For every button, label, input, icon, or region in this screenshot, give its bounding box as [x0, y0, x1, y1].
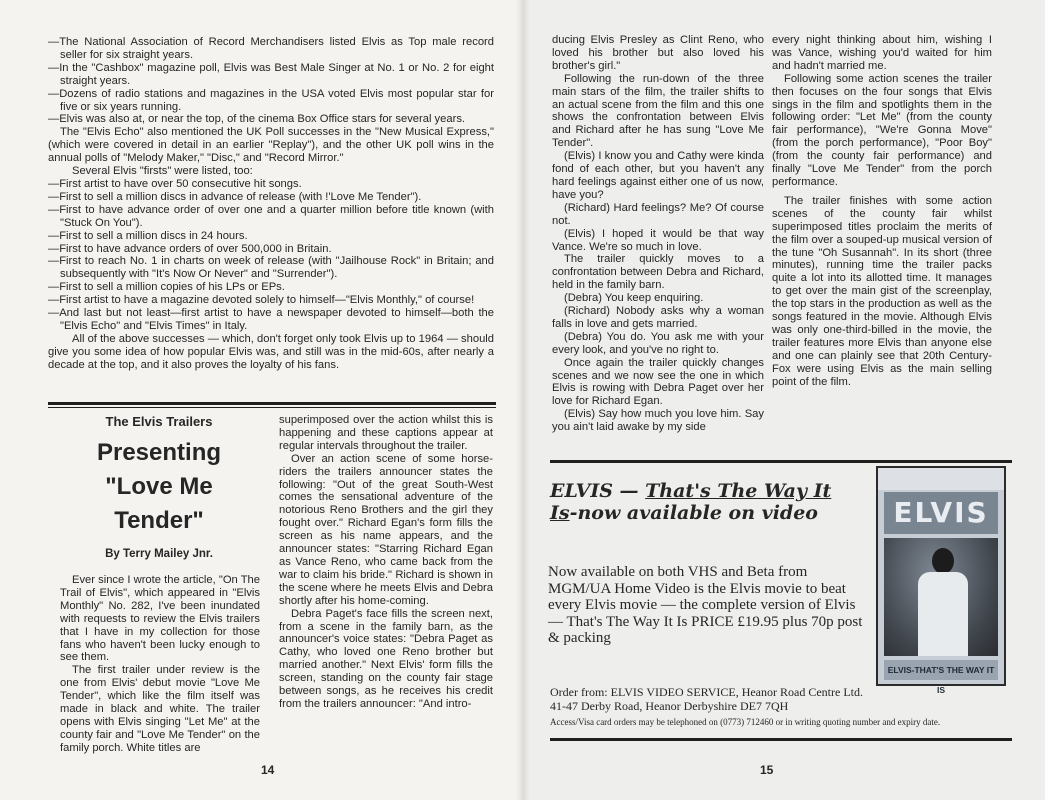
order-line: Order from: ELVIS VIDEO SERVICE, Heanor Road Centre Ltd.: [550, 685, 863, 699]
continuation-column-2: [772, 34, 992, 388]
right-page: [522, 0, 1045, 800]
first-item: —First to sell a million discs in advance of release (with !'Love Me Tender").: [48, 190, 422, 203]
article-paragraph: The trailer finishes with some action scenes of the county fair whilst superimposed titles proclaim the merits of the film over a souped-up musical version of the tune "Oh Susannah". In its short (three minutes), running time the trailer packs quite a lot into its allotted time. It manages to get over the main gist of the screenplay, the top stars in the production as well as the songs featured in the movie. Although Elvis was only one-third-billed in the movie, the trailer features more Elvis than anyone else and one can plainly see that 20th Century-Fox were using Elvis as the main selling point of the film.: [772, 194, 992, 388]
first-item: —First to sell a million copies of his LPs or EPs.: [48, 281, 285, 294]
first-item: —First to have advance orders of over 500,000 in Britain.: [48, 242, 332, 255]
ad-top-rule: [550, 460, 1012, 463]
ad-headline-part: ELVIS —: [550, 480, 646, 502]
firsts-intro: Several Elvis "firsts" were listed, too:: [72, 165, 253, 178]
section-divider-thin: [48, 407, 496, 408]
article-paragraph: ducing Elvis Presley as Clint Reno, who loved his brother but also loved his brother's girl.": [552, 34, 764, 72]
article-paragraph: Following some action scenes the trailer then focuses on the four songs that Elvis sings in the film and spotlights them in the following order: "Let Me" (from the county fair performance), "We're Gonna Move" (from the porch performance), "Poor Boy" (from the county fair performance) and finally "Love Me Tender" from the porch performance.: [772, 72, 992, 188]
closing-paragraph: All of the above successes — which, don't forget only took Elvis up to 1964 — should give you some idea of how popular Elvis was, and still was in the mid-60s, after nearly a decade at the top, and it also proves the loyalty of his fans.: [48, 332, 494, 371]
cover-title-strip: ELVIS-THAT'S THE WAY IT IS: [884, 660, 998, 680]
poll-item: —In the "Cashbox" magazine poll, Elvis was Best Male Singer at No. 1 or No. 2 for eight straight years.: [48, 61, 494, 87]
video-advertisement: [538, 460, 1008, 744]
cover-top-band: [878, 468, 1004, 490]
poll-item: —The National Association of Record Merchandisers listed Elvis as Top male record seller for six straight years.: [48, 36, 494, 61]
first-item: —And last but not least—first artist to have a newspaper devoted to himself—both the "Elvis Echo" and "Elvis Times" in Italy.: [48, 307, 494, 332]
dialogue-line: (Elvis) I know you and Cathy were kinda fond of each other, but you haven't any hard feelings against either one of us now, have you?: [552, 150, 764, 201]
performer-body: [918, 572, 968, 656]
dialogue-line: (Elvis) I hoped it would be that way Vance. We're so much in love.: [552, 227, 764, 253]
article-paragraph: every night thinking about him, wishing I was Vance, wishing you'd waited for him and hadn't married me.: [772, 34, 992, 72]
ad-body: Now available on both VHS and Beta from MGM/UA Home Video is the Elvis movie to beat every Elvis movie — the complete version of Elvis — That's The Way It Is PRICE £19.95 plus 70p post & packing: [548, 564, 863, 646]
first-item: —First to reach No. 1 in charts on week of release (with "Jailhouse Rock" in Britain; and subsequently with "It's Now Or Never" and "Surrender").: [48, 255, 494, 281]
ad-headline-part: -now available on video: [569, 502, 818, 524]
book-gutter: [516, 0, 530, 800]
dialogue-line: (Debra) You keep enquiring.: [564, 292, 704, 305]
article-paragraph: Ever since I wrote the article, "On The Trail of Elvis", which appeared in "Elvis Monthly" No. 282, I've been inundated with requests to review the Elvis trailers that I have in my collection for those fans who haven't been lucky enough to see them.: [60, 574, 260, 664]
cover-photo: [884, 538, 998, 656]
article-paragraph: Once again the trailer quickly changes scenes and we now see the one in which Elvis is rowing with Debra Paget over her love for Richard Egan.: [552, 356, 764, 408]
section-divider-thick: [48, 402, 496, 405]
article-paragraph: Over an action scene of some horse-riders the trailers announcer states the following: "Out of the great South-West comes the sensational adventure of the notorious Reno Brothers and the girl they fought over." Richard Egan's form fills the screen as his name appears, and the announcer states: "Starring Richard Egan as Vance Reno, who came back from the war to claim his bride." Richard is shown in the scene where he meets Elvis and Debra shortly after his home-coming.: [279, 452, 493, 607]
first-item: —First to sell a million discs in 24 hours.: [48, 229, 248, 242]
ad-bottom-rule: [550, 738, 1012, 741]
page-number-right: 15: [760, 763, 774, 777]
order-note: Access/Visa card orders may be telephoned on (0773) 712460 or in writing quoting number and expiry date.: [550, 717, 941, 727]
poll-item: —Dozens of radio stations and magazines in the USA voted Elvis most popular star for five or six years running.: [48, 87, 494, 113]
page-number-left: 14: [261, 763, 275, 777]
dialogue-line: (Richard) Nobody asks why a woman falls in love and gets married.: [552, 305, 764, 330]
article-paragraph: Following the run-down of the three main stars of the film, the trailer shifts to an actual scene from the film and this one shows the confrontation between Elvis and Richard after he has sung "Love Me Tender".: [552, 72, 764, 150]
performer-head: [932, 548, 954, 574]
order-address: [550, 685, 930, 713]
dialogue-line: (Elvis) Say how much you love him. Say you ain't laid awake by my side: [552, 408, 764, 434]
order-line: 41-47 Derby Road, Heanor Derbyshire DE7 7QH: [550, 699, 789, 713]
first-item: —First to have advance order of over one and a quarter million before title known (with "Stuck On You").: [48, 203, 494, 229]
cover-logo: ELVIS: [884, 492, 998, 534]
echo-paragraph: The "Elvis Echo" also mentioned the UK Poll successes in the "New Musical Express,"(which were covered in detail in an earlier "Replay"), and the other UK poll wins in the annual polls of "Melody Maker," "Disc," and "Record Mirror.": [48, 126, 494, 165]
dialogue-line: (Debra) You do. You ask me with your every look, and you've no right to.: [552, 330, 764, 356]
poll-item: —Elvis was also at, or near the top, of the cinema Box Office stars for several years.: [48, 113, 466, 126]
article-column-1: [60, 574, 260, 755]
ad-headline-title: That's The Way It Is: [550, 480, 832, 524]
first-item: —First artist to have over 50 consecutive hit songs.: [48, 177, 302, 190]
article-paragraph: The trailer quickly moves to a confrontation between Debra and Richard, held in the family barn.: [552, 253, 764, 292]
article-byline: By Terry Mailey Jnr.: [105, 548, 213, 560]
article-kicker: The Elvis Trailers: [105, 414, 213, 429]
article-paragraph: Debra Paget's face fills the screen next, from a scene in the family barn, as the announcer's voice states: "Debra Paget as Cathy, who loved one Reno brother but married another." Next Elvis' form fills the screen, standing on the county fair stage between songs, as he receives his credit from the trailers announcer: "And intro-: [279, 607, 493, 710]
article-paragraph: superimposed over the action whilst this is happening and these captions appear at regular intervals throughout the trailer.: [279, 414, 493, 452]
poll-results-section: [48, 36, 494, 372]
dialogue-line: (Richard) Hard feelings? Me? Of course not.: [552, 201, 764, 227]
ad-headline: [550, 480, 850, 524]
video-cover-image: [876, 466, 1006, 695]
left-page: [0, 0, 522, 800]
first-item: —First artist to have a magazine devoted solely to himself—"Elvis Monthly," of course!: [48, 294, 475, 307]
article-paragraph: The first trailer under review is the one from Elvis' debut movie "Love Me Tender", which like the film itself was made in black and white. The trailer opens with Elvis singing "Let Me" at the county fair and "Love Me Tender" on the family porch. White titles are: [60, 664, 260, 754]
continuation-column-1: [552, 34, 764, 434]
article-title: Presenting "Love Me Tender": [96, 439, 222, 534]
article-column-2: [279, 414, 493, 711]
